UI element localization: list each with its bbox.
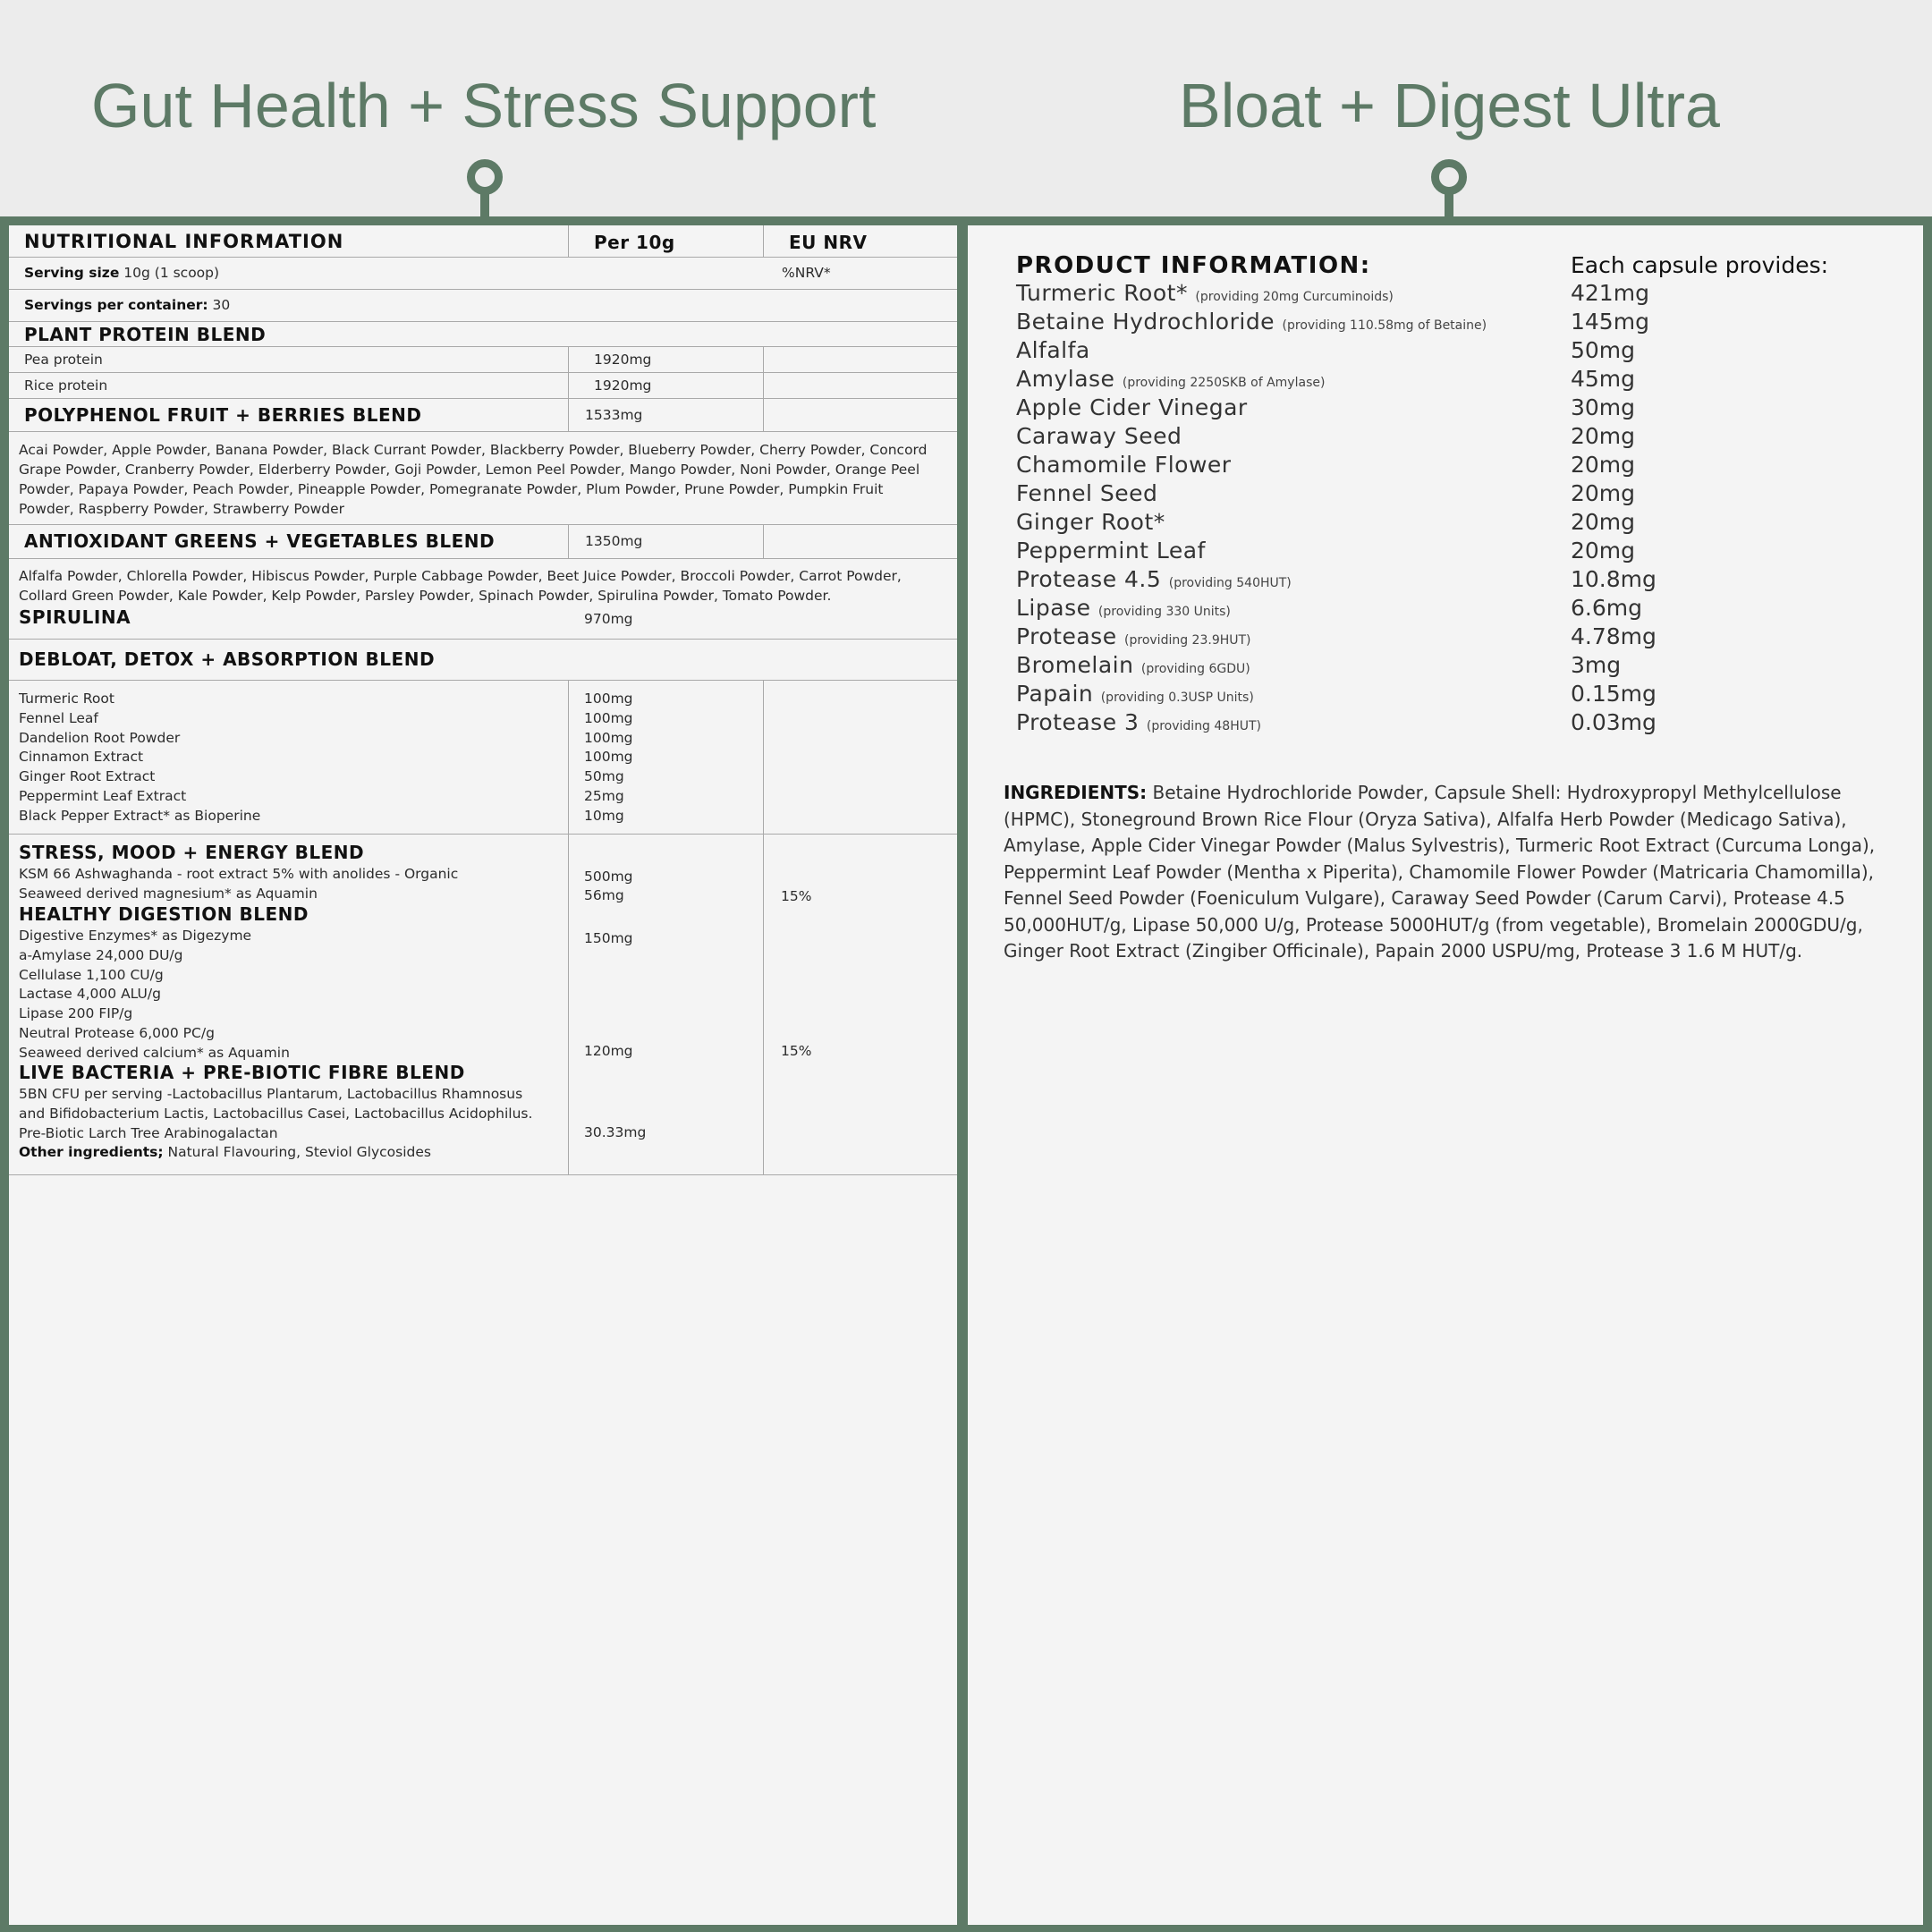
- list-item: [1016, 623, 1911, 652]
- header-nutritional-information: NUTRITIONAL INFORMATION: [24, 231, 344, 252]
- item-amount: 30mg: [1571, 394, 1636, 420]
- serving-size-row: [9, 258, 957, 290]
- list-item: Dandelion Root Powder: [19, 729, 181, 746]
- list-item: Neutral Protease 6,000 PC/g: [19, 1024, 215, 1041]
- table-header-row: [9, 225, 957, 258]
- digestion-title: HEALTHY DIGESTION BLEND: [19, 903, 309, 925]
- item-name: Protease: [1016, 623, 1117, 649]
- item-name: Chamomile Flower: [1016, 452, 1232, 478]
- prebiotic-amount: 30.33mg: [584, 1124, 647, 1140]
- serving-size: Serving size 10g (1 scoop): [24, 265, 220, 281]
- list-item: [1016, 280, 1911, 309]
- enzymes-line: Digestive Enzymes* as Digezyme: [19, 928, 252, 944]
- left-pin-marker: [467, 159, 503, 222]
- nrv-label: %NRV*: [782, 265, 831, 281]
- ingredients-paragraph: [1004, 780, 1898, 965]
- enzymes-amount: 150mg: [584, 930, 633, 946]
- nutrition-panel: [9, 225, 957, 1925]
- list-item: 10mg: [584, 807, 624, 824]
- polyphenol-title-row: [9, 399, 957, 432]
- list-item: [1016, 480, 1911, 509]
- list-item: [1016, 709, 1911, 738]
- list-item: Ginger Root Extract: [19, 768, 156, 785]
- list-item: 100mg: [584, 691, 633, 707]
- item-note: (providing 20mg Curcuminoids): [1195, 290, 1394, 304]
- magnesium-line: Seaweed derived magnesium* as Aquamin: [19, 885, 318, 902]
- list-item: [1016, 566, 1911, 595]
- item-name: Ginger Root*: [1016, 509, 1165, 535]
- item-amount: 3mg: [1571, 652, 1622, 678]
- item-name: Protease 4.5: [1016, 566, 1162, 592]
- list-item: 100mg: [584, 729, 633, 746]
- item-amount: 20mg: [1571, 538, 1636, 564]
- list-item: Fennel Leaf: [19, 709, 98, 726]
- item-name: Apple Cider Vinegar: [1016, 394, 1248, 420]
- item-note: (providing 540HUT): [1168, 576, 1292, 590]
- stress-lines: [19, 865, 458, 904]
- item-name: Alfalfa: [1016, 337, 1090, 363]
- item-note: (providing 110.58mg of Betaine): [1282, 318, 1487, 333]
- list-item: Lipase 200 FIP/g: [19, 1005, 133, 1022]
- polyphenol-ingredients: Acai Powder, Apple Powder, Banana Powder, Black Currant Powder, Blackberry Powder, Blueberry Powder, Cherry Powder, Concord Grape Powder, Cranberry Powder, Elderberry Powder, Goji Powder, Lemon Peel Powder, Mango Powder, Noni Powder, Orange Peel Powder, Papaya Powder, Peach Powder, Pineapple Powder, Pomegranate Powder, Plum Powder, Prune Powder, Pumpkin Fruit Powder, Raspberry Powder, Strawberry Powder: [19, 442, 928, 517]
- bacteria-line: and Bifidobacterium Lactis, Lactobacillus Casei, Lactobacillus Acidophilus.: [19, 1105, 533, 1122]
- item-note: (providing 23.9HUT): [1124, 633, 1251, 648]
- debloat-title-row: [9, 640, 957, 681]
- calcium-line: Seaweed derived calcium* as Aquamin: [19, 1044, 290, 1061]
- list-item: [1016, 394, 1911, 423]
- item-name: Caraway Seed: [1016, 423, 1182, 449]
- list-item: [1016, 423, 1911, 452]
- bacteria-lines: [19, 1085, 532, 1163]
- ingredients-label: INGREDIENTS:: [1004, 782, 1148, 803]
- greens-title-row: [9, 525, 957, 559]
- list-item: [1016, 538, 1911, 566]
- servings-row: [9, 290, 957, 322]
- item-name: Papain: [1016, 681, 1094, 707]
- list-item: [1016, 652, 1911, 681]
- capsule-heading: Each capsule provides:: [1571, 252, 1829, 278]
- item-amount: 20mg: [1571, 423, 1636, 449]
- greens-ingredients-row: [9, 559, 957, 640]
- header-per-10g: Per 10g: [594, 232, 675, 253]
- digestion-lines: [19, 927, 290, 1063]
- right-pin-marker: [1431, 159, 1467, 222]
- bacteria-line: 5BN CFU per serving -Lactobacillus Plantarum, Lactobacillus Rhamnosus: [19, 1086, 523, 1102]
- list-item: Lactase 4,000 ALU/g: [19, 986, 161, 1003]
- plant-protein-title-row: [9, 322, 957, 347]
- item-amount: 20mg: [1571, 509, 1636, 535]
- debloat-ingredient-list: [19, 690, 260, 826]
- list-item: Turmeric Root: [19, 691, 114, 707]
- panels-frame: [0, 216, 1932, 1932]
- list-item: Black Pepper Extract* as Bioperine: [19, 807, 261, 824]
- list-item: [1016, 595, 1911, 623]
- item-amount: 20mg: [1571, 452, 1636, 478]
- list-item: 25mg: [584, 787, 624, 804]
- list-item: [1016, 452, 1911, 480]
- product-info-panel: [968, 225, 1923, 1925]
- item-amount: 50mg: [1571, 337, 1636, 363]
- item-amount: 421mg: [1571, 280, 1649, 306]
- item-note: (providing 48HUT): [1146, 719, 1262, 733]
- debloat-amount-list: [584, 690, 633, 826]
- spirulina-label: SPIRULINA: [19, 606, 131, 628]
- item-name: Fennel Seed: [1016, 480, 1158, 506]
- right-product-title: Bloat + Digest Ultra: [1179, 71, 1720, 140]
- item-amount: 6.6mg: [1571, 595, 1642, 621]
- prebiotic-line: Pre-Biotic Larch Tree Arabinogalactan: [19, 1124, 278, 1141]
- header-eu-nrv: EU NRV: [789, 232, 868, 253]
- plant-protein-title: PLANT PROTEIN BLEND: [24, 324, 267, 345]
- calcium-nrv: 15%: [781, 1043, 812, 1059]
- item-name: Turmeric Root*: [1016, 280, 1188, 306]
- list-item: [1016, 309, 1911, 337]
- item-amount: 0.03mg: [1571, 709, 1657, 735]
- stress-title: STRESS, MOOD + ENERGY BLEND: [19, 842, 365, 863]
- servings-per-container: Servings per container: 30: [24, 297, 231, 313]
- item-note: (providing 2250SKB of Amylase): [1122, 376, 1326, 390]
- list-item: [1016, 681, 1911, 709]
- product-information-heading: PRODUCT INFORMATION:: [1016, 252, 1371, 279]
- debloat-items-row: [9, 681, 957, 835]
- polyphenol-ingredients-row: [9, 432, 957, 525]
- nutrition-table: [9, 225, 957, 1175]
- item-amount: 45mg: [1571, 366, 1636, 392]
- ksm-line: KSM 66 Ashwaghanda - root extract 5% with anolides - Organic: [19, 866, 459, 882]
- spirulina-amount: 970mg: [584, 611, 633, 627]
- item-name: Amylase: [1016, 366, 1115, 392]
- magnesium-amount: 56mg: [584, 887, 624, 903]
- bacteria-title: LIVE BACTERIA + PRE-BIOTIC FIBRE BLEND: [19, 1062, 465, 1083]
- blends-row: [9, 835, 957, 1175]
- ksm-amount: 500mg: [584, 869, 633, 885]
- item-note: (providing 330 Units): [1097, 605, 1231, 619]
- list-item: 50mg: [584, 768, 624, 785]
- ingredient-name: Pea protein: [24, 352, 103, 368]
- calcium-amount: 120mg: [584, 1043, 633, 1059]
- list-item: 100mg: [584, 709, 633, 726]
- list-item: [1016, 366, 1911, 394]
- item-name: Betaine Hydrochloride: [1016, 309, 1275, 335]
- polyphenol-amount: 1533mg: [585, 407, 643, 423]
- list-item: Cinnamon Extract: [19, 749, 144, 766]
- greens-amount: 1350mg: [585, 533, 643, 549]
- list-item: [1016, 509, 1911, 538]
- item-name: Lipase: [1016, 595, 1091, 621]
- list-item: Cellulase 1,100 CU/g: [19, 966, 164, 983]
- ingredient-amount: 1920mg: [594, 352, 652, 368]
- ingredient-name: Rice protein: [24, 377, 108, 394]
- list-item: a-Amylase 24,000 DU/g: [19, 946, 183, 963]
- polyphenol-title: POLYPHENOL FRUIT + BERRIES BLEND: [24, 404, 422, 426]
- item-amount: 10.8mg: [1571, 566, 1657, 592]
- item-amount: 145mg: [1571, 309, 1649, 335]
- item-note: (providing 0.3USP Units): [1100, 691, 1254, 705]
- item-name: Bromelain: [1016, 652, 1134, 678]
- list-item: 100mg: [584, 749, 633, 766]
- left-product-title: Gut Health + Stress Support: [91, 71, 877, 140]
- greens-title: ANTIOXIDANT GREENS + VEGETABLES BLEND: [24, 530, 496, 552]
- other-ingredients: Other ingredients; Natural Flavouring, Steviol Glycosides: [19, 1144, 431, 1161]
- item-name: Peppermint Leaf: [1016, 538, 1206, 564]
- list-item: Peppermint Leaf Extract: [19, 787, 187, 804]
- greens-ingredients: Alfalfa Powder, Chlorella Powder, Hibiscus Powder, Purple Cabbage Powder, Beet Juice Powder, Broccoli Powder, Carrot Powder, Collard Green Powder, Kale Powder, Kelp Powder, Parsley Powder, Spinach Powder, Spirulina Powder, Tomato Powder.: [19, 568, 902, 604]
- item-note: (providing 6GDU): [1140, 662, 1250, 676]
- magnesium-nrv: 15%: [781, 888, 812, 904]
- item-amount: 4.78mg: [1571, 623, 1657, 649]
- debloat-title: DEBLOAT, DETOX + ABSORPTION BLEND: [19, 648, 436, 670]
- table-row: [9, 347, 957, 373]
- item-amount: 20mg: [1571, 480, 1636, 506]
- item-name: Protease 3: [1016, 709, 1140, 735]
- ingredients-text: Betaine Hydrochloride Powder, Capsule Shell: Hydroxypropyl Methylcellulose (HPMC), Stoneground Brown Rice Flour (Oryza Sativa), Alfalfa Herb Powder (Medicago Sativa), Amylase, Apple Cider Vinegar Powder (Malus Sylvestris), Turmeric Root Extract (Curcuma Longa), Peppermint Leaf Powder (Mentha x Piperita), Chamomile Flower Powder (Matricaria Chamomilla), Fennel Seed Powder (Foeniculum Vulgare), Caraway Seed Powder (Carum Carvi), Protease 4.5 50,000HUT/g, Lipase 50,000 U/g, Protease 5000HUT/g (from vegetable), Bromelain 2000GDU/g, Ginger Root Extract (Zingiber Officinale), Papain 2000 USPU/mg, Protease 3 1.6 M HUT/g.: [1004, 782, 1876, 962]
- item-amount: 0.15mg: [1571, 681, 1657, 707]
- list-item: [1016, 337, 1911, 366]
- ingredient-amount: 1920mg: [594, 377, 652, 394]
- table-row: [9, 373, 957, 399]
